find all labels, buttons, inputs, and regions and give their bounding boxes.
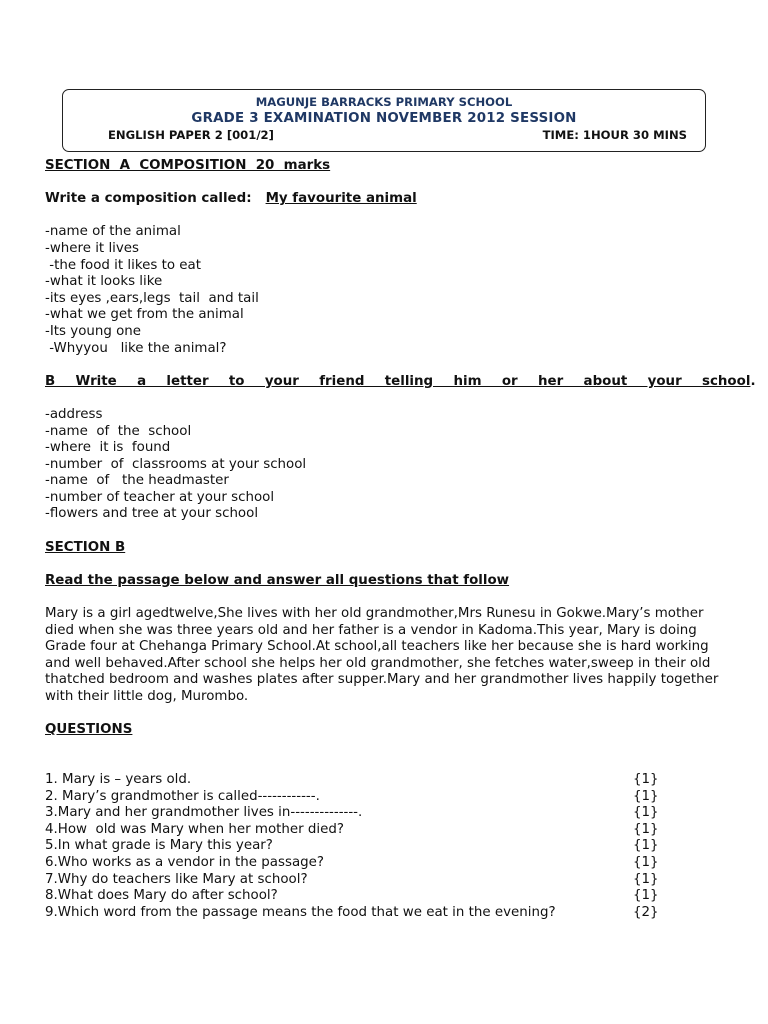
- reading-instruction: Read the passage below and answer all questions that follow: [45, 572, 510, 588]
- letter-point: -name of the school: [45, 423, 192, 439]
- question-marks: {1}: [633, 854, 659, 870]
- question-text: 2. Mary’s grandmother is called------------.: [45, 788, 320, 804]
- composition-point: -name of the animal: [45, 224, 181, 240]
- exam-title: GRADE 3 EXAMINATION NOVEMBER 2012 SESSION: [191, 111, 577, 126]
- question-row: [45, 789, 735, 806]
- composition-point: -what we get from the animal: [45, 307, 244, 323]
- question-text: 5.In what grade is Mary this year?: [45, 838, 273, 854]
- question-row: [45, 888, 735, 905]
- question-row: [45, 838, 735, 855]
- question-marks: {1}: [633, 805, 659, 821]
- question-text: 1. Mary is – years old.: [45, 771, 192, 787]
- question-marks: {1}: [633, 771, 659, 787]
- composition-point: -where it lives: [45, 240, 140, 256]
- question-marks: {1}: [633, 871, 659, 887]
- school-name: MAGUNJE BARRACKS PRIMARY SCHOOL: [255, 95, 513, 109]
- question-text: 3.Mary and her grandmother lives in--------------.: [45, 805, 363, 821]
- letter-point: -number of teacher at your school: [45, 489, 275, 505]
- reading-passage: Mary is a girl agedtwelve,She lives with her old grandmother,Mrs Runesu in Gokwe.Mary’s mother died when she was three years old and her father is a vendor in Kadoma.This year, Mary is doing Grade four at Chehanga Primary School.At school,all teachers like her because she is hard working and well behaved.After school she helps her old grandmother, she fetches water,sweep in their old thatched bedroom and washes plates after supper.Mary and her grandmother lives happily together with their little dog, Murombo.: [45, 606, 719, 704]
- letter-point: -address: [45, 406, 103, 422]
- section-a-heading: SECTION A COMPOSITION 20 marks: [45, 158, 331, 173]
- question-row: [45, 872, 735, 889]
- question-text: 8.What does Mary do after school?: [45, 888, 278, 904]
- section-b-heading: SECTION B: [45, 539, 126, 555]
- composition-point: -Whyyou like the animal?: [45, 340, 227, 356]
- question-text: 7.Why do teachers like Mary at school?: [45, 871, 308, 887]
- composition-title: My favourite animal: [265, 191, 417, 207]
- letter-points: [45, 407, 735, 523]
- question-marks: {1}: [633, 838, 659, 854]
- question-row: [45, 805, 735, 822]
- composition-instruction: [45, 191, 735, 208]
- letter-heading: [45, 373, 756, 391]
- letter-point: -where it is found: [45, 440, 171, 456]
- composition-instruction-prefix: Write a composition called:: [45, 191, 252, 207]
- question-row: [45, 855, 735, 872]
- letter-heading-end: .: [750, 373, 756, 389]
- composition-point: -Its young one: [45, 323, 142, 339]
- question-row: [45, 905, 735, 922]
- letter-point: -flowers and tree at your school: [45, 506, 259, 522]
- question-marks: {2}: [633, 904, 659, 920]
- exam-header-box: [62, 89, 706, 152]
- letter-point: -number of classrooms at your school: [45, 456, 307, 472]
- letter-heading-text: B Write a letter to your friend telling him or her about your school: [45, 373, 751, 389]
- paper-code: ENGLISH PAPER 2 [001/2]: [108, 128, 274, 142]
- composition-point: -what it looks like: [45, 274, 163, 290]
- exam-time: TIME: 1HOUR 30 MINS: [542, 128, 687, 142]
- composition-point: -its eyes ,ears,legs tail and tail: [45, 290, 259, 306]
- composition-point: -the food it likes to eat: [45, 257, 201, 273]
- questions-list: [45, 772, 735, 921]
- question-marks: {1}: [633, 888, 659, 904]
- composition-points: [45, 224, 735, 357]
- question-row: [45, 822, 735, 839]
- letter-point: -name of the headmaster: [45, 473, 229, 489]
- question-marks: {1}: [633, 788, 659, 804]
- questions-heading: QUESTIONS: [45, 722, 133, 738]
- question-text: 9.Which word from the passage means the food that we eat in the evening?: [45, 904, 556, 920]
- exam-content: [45, 158, 756, 921]
- question-marks: {1}: [633, 821, 659, 837]
- question-text: 4.How old was Mary when her mother died?: [45, 821, 344, 837]
- question-text: 6.Who works as a vendor in the passage?: [45, 854, 324, 870]
- question-row: [45, 772, 735, 789]
